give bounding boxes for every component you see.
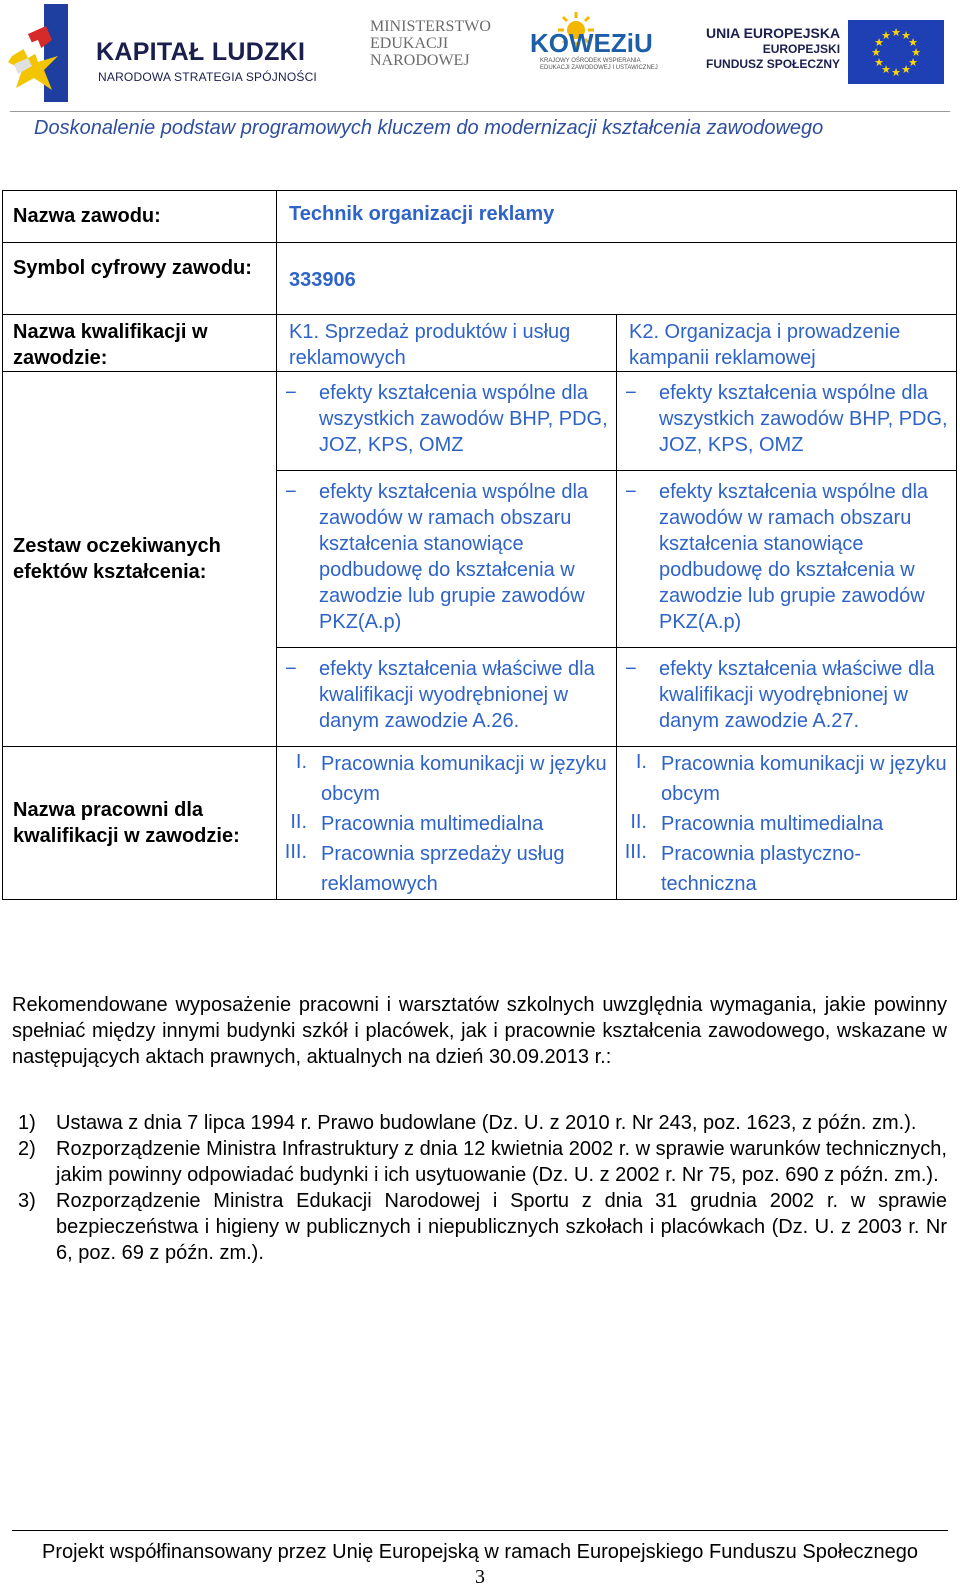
workshops-k1 [277,747,617,900]
effects-common-k1 [277,372,617,471]
workshop-item [277,749,616,809]
workshop-label: Nazwa pracowni dla kwalifikacji w zawodzie: [3,747,277,900]
men-logo [370,18,510,69]
effects-label: Zestaw oczekiwanych efektów kształcenia: [3,372,277,747]
men-line-3: NARODOWEJ [370,52,470,69]
men-line-1: MINISTERSTWO [370,18,491,35]
workshop-num: II. [630,811,647,833]
legal-act-number: 1) [18,1112,36,1134]
header-divider [10,111,950,112]
qualification-k2: K2. Organizacja i prowadzenie kampanii reklamowej [616,315,956,372]
recommendation-paragraph: Rekomendowane wyposażenie pracowni i warsztatów szkolnych uwzględnia wymagania, jakie powinny spełniać między innymi budynki szkół i placówek, jak i pracownie kształcenia zawodowego, wskazane w następujących aktach prawnych, aktualnych na dzień 30.09.2013 r.: [12,994,947,1068]
svg-text:★: ★ [911,46,921,59]
koweziu-title: KOWEZiU [530,28,653,58]
symbol-value: 333906 [277,243,957,315]
dash-bullet: − [624,658,637,680]
effects-common-text: efekty kształcenia wspólne dla wszystkich zawodów BHP, PDG, JOZ, KPS, OMZ [658,382,948,456]
eu-logo-text [706,25,840,72]
kapital-ludzki-star-icon [8,4,88,104]
koweziu-sub-line-1: KRAJOWY OŚRODEK WSPIERANIA [540,58,641,64]
eu-line-1: UNIA EUROPEJSKA [706,25,841,41]
workshop-item [617,809,956,839]
svg-text:★: ★ [874,36,884,49]
eu-line-3: FUNDUSZ SPOŁECZNY [706,57,841,71]
workshop-name: Pracownia multimedialna [321,813,544,835]
dash-bullet: − [285,382,297,404]
profession-value: Technik organizacji reklamy [277,191,957,243]
svg-text:★: ★ [891,26,901,39]
effects-specific-k2-text: efekty kształcenia właściwe dla kwalifikacji wyodrębnionej w danym zawodzie A.27. [658,658,935,732]
eu-flag-icon [848,20,944,84]
effects-area-k2 [616,471,956,648]
svg-text:★: ★ [908,56,918,69]
kapital-ludzki-logo [8,4,328,104]
svg-text:★: ★ [871,46,881,59]
svg-text:★: ★ [908,36,918,49]
effects-specific-k1-text: efekty kształcenia właściwe dla kwalifikacji wyodrębnionej w danym zawodzie A.26. [319,658,595,732]
footer-text: Projekt współfinansowany przez Unię Europejską w ramach Europejskiego Funduszu Społecznego [41,1541,919,1563]
legal-act-text: Rozporządzenie Ministra Infrastruktury z dnia 12 kwietnia 2002 r. w sprawie warunków technicznych, jakim powinny odpowiadać budynki i ich usytuowanie (Dz. U. z 2002 r. Nr 75, poz. 690 z późn. zm.). [56,1138,947,1186]
svg-text:★: ★ [901,63,911,76]
profession-label: Nazwa zawodu: [3,191,277,243]
legal-act-number: 3) [18,1190,36,1212]
workshop-num: III. [624,841,647,863]
workshop-item [617,749,956,809]
koweziu-sub-line-2: EDUKACJI ZAWODOWEJ I USTAWICZNEJ [540,65,658,71]
legal-act-item [18,1110,947,1136]
workshop-item [277,839,616,899]
project-title: Doskonalenie podstaw programowych kluczem do modernizacji kształcenia zawodowego [34,117,824,139]
svg-text:★: ★ [891,66,901,79]
svg-text:★: ★ [874,56,884,69]
profession-table [2,190,957,900]
page-number: 3 [475,1566,485,1588]
eu-line-2: EUROPEJSKI [762,42,841,56]
workshop-num: I. [635,751,647,773]
svg-text:★: ★ [901,29,911,42]
legal-act-number: 2) [18,1138,36,1160]
legal-act-item [18,1188,947,1266]
koweziu-logo [530,20,658,80]
kapital-ludzki-subtitle: NARODOWA STRATEGIA SPÓJNOŚCI [98,70,317,84]
qualification-label: Nazwa kwalifikacji w zawodzie: [3,315,277,372]
symbol-label: Symbol cyfrowy zawodu: [3,243,277,315]
legal-acts-list [18,1110,947,1266]
workshop-name: Pracownia komunikacji w języku obcym [660,753,947,805]
effects-specific-k1 [277,648,617,747]
footer-divider [12,1530,948,1531]
dash-bullet: − [624,382,637,404]
effects-common-text: efekty kształcenia wspólne dla wszystkich zawodów BHP, PDG, JOZ, KPS, OMZ [319,382,608,456]
workshop-num: I. [295,751,308,773]
workshop-num: II. [290,811,308,833]
men-line-2: EDUKACJI [370,35,449,52]
effects-area-text: efekty kształcenia wspólne dla zawodów w ramach obszaru kształcenia stanowiące podbudowę do kształcenia w zawodzie lub grupie zawodów PKZ(A.p) [658,481,929,633]
dash-bullet: − [285,481,297,503]
effects-area-k1 [277,471,617,648]
koweziu-subtitle [540,58,658,72]
workshop-name: Pracownia komunikacji w języku obcym [321,753,607,805]
svg-text:★: ★ [881,29,891,42]
legal-act-item [18,1136,947,1188]
effects-specific-k2 [616,648,956,747]
svg-text:★: ★ [881,63,891,76]
legal-act-text: Ustawa z dnia 7 lipca 1994 r. Prawo budowlane (Dz. U. z 2010 r. Nr 243, poz. 1623, z późn. zm.). [56,1112,917,1134]
workshop-name: Pracownia sprzedaży usług reklamowych [321,843,565,895]
workshop-num: III. [284,841,308,863]
dash-bullet: − [285,658,297,680]
workshop-name: Pracownia plastyczno-techniczna [660,843,862,895]
workshop-name: Pracownia multimedialna [660,813,884,835]
header-logos [0,0,960,110]
kapital-ludzki-title: KAPITAŁ LUDZKI [96,38,306,66]
workshop-item [277,809,616,839]
effects-area-text: efekty kształcenia wspólne dla zawodów w ramach obszaru kształcenia stanowiące podbudowę do kształcenia w zawodzie lub grupie zawodów PKZ(A.p) [319,481,589,633]
effects-common-k2 [616,372,956,471]
workshop-item [617,839,956,899]
workshops-k2 [616,747,956,900]
qualification-k1: K1. Sprzedaż produktów i usług reklamowych [277,315,617,372]
legal-act-text: Rozporządzenie Ministra Edukacji Narodowej i Sportu z dnia 31 grudnia 2002 r. w sprawie bezpieczeństwa i higieny w publicznych i niepublicznych szkołach i placówkach (Dz. U. z 2003 r. Nr 6, poz. 69 z późn. zm.). [56,1190,947,1264]
dash-bullet: − [624,481,637,503]
